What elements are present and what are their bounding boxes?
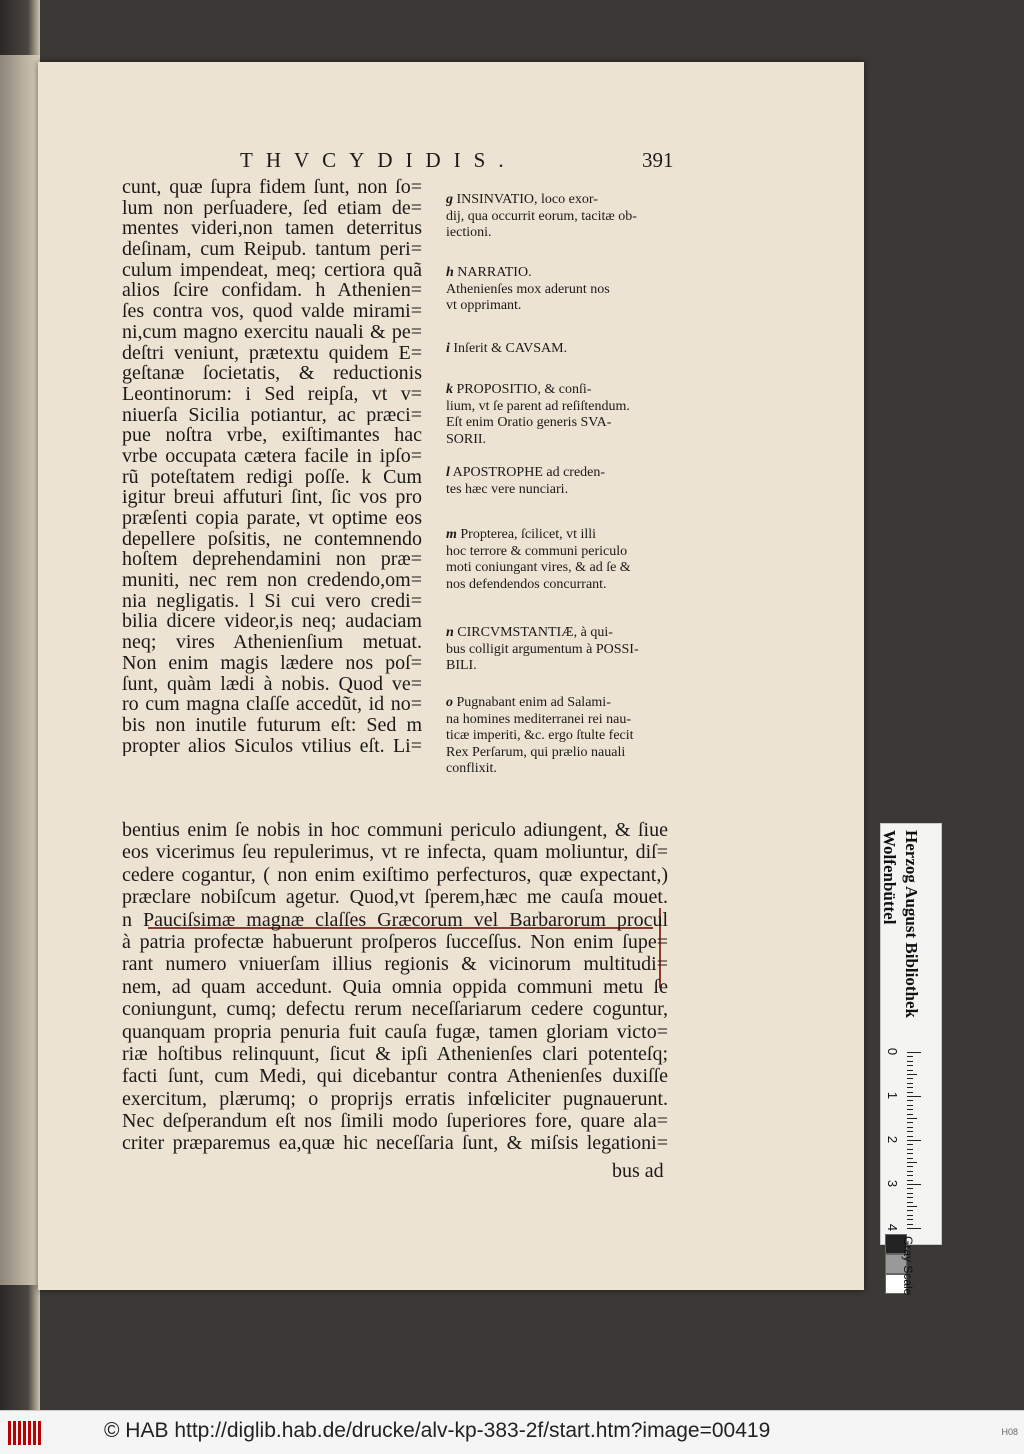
ruler-tick bbox=[907, 1105, 913, 1106]
marginal-note-line: bus colligit argumentum à POSSI- bbox=[446, 641, 639, 657]
ruler-tick bbox=[907, 1078, 913, 1079]
ruler-tick bbox=[907, 1162, 917, 1163]
full-text-line: exercitum, plærumq; o proprijs erratis infœliciter pugnauerunt. bbox=[122, 1087, 668, 1110]
marginal-note-line bbox=[446, 465, 668, 482]
ruler-tick bbox=[907, 1131, 913, 1132]
main-text-line: deſinam, cum Reipub. tantum peri= bbox=[122, 239, 422, 260]
full-text-line: bentius enim ſe nobis in hoc communi periculo adiungent, & ſiue bbox=[122, 819, 668, 841]
marginal-note-line: nos defendendos concurrant. bbox=[446, 576, 607, 592]
ruler-number: 3 bbox=[885, 1179, 901, 1188]
marginal-note-line bbox=[446, 695, 668, 712]
full-text-line: criter præparemus ea,quæ hic neceſſaria ſunt, & miſsis legationi= bbox=[122, 1132, 668, 1155]
marginal-note-line: hoc terrore & communi periculo bbox=[446, 543, 628, 559]
note-letter: n bbox=[446, 625, 454, 640]
marginal-note-line: conflixit. bbox=[446, 761, 497, 776]
ruler-tick bbox=[907, 1114, 913, 1115]
note-text: Pugnabant enim ad Salami- bbox=[456, 695, 611, 710]
ruler-tick bbox=[907, 1144, 913, 1145]
ruler-number: 0 bbox=[885, 1047, 901, 1056]
full-text-line: eos vicerimus ſeu repulerimus, vt re infecta, quam moliuntur, diſ= bbox=[122, 841, 668, 864]
note-text: CIRCVMSTANTIÆ, à qui- bbox=[457, 625, 613, 640]
marginal-note-line: tes hæc vere nunciari. bbox=[446, 481, 569, 497]
ruler-number: 4 bbox=[885, 1223, 901, 1232]
main-text-column bbox=[122, 177, 422, 756]
institution-name: Herzog August Bibliothek bbox=[902, 830, 921, 1018]
full-text-line: cedere cogantur, ( non enim exiſtimo perfecturos, quæ expectant,) bbox=[122, 863, 668, 886]
main-text-line: præſenti copia parate, vt optime eos bbox=[122, 508, 422, 529]
ruler-tick bbox=[907, 1158, 913, 1159]
ruler-tick bbox=[907, 1096, 921, 1097]
full-text-line: nem, ad quam accedunt. Quia omnia oppida communi metu ſe bbox=[122, 975, 668, 998]
hab-logo-icon bbox=[8, 1421, 46, 1445]
marginal-note-line bbox=[446, 527, 668, 544]
main-text-line: depellere poſsitis, ne contemnendo bbox=[122, 528, 422, 550]
main-text-line: bis non inutile futurum eſt: Sed m bbox=[122, 714, 422, 736]
ruler-tick bbox=[907, 1219, 913, 1220]
ruler-tick bbox=[907, 1087, 913, 1088]
full-text-line: Nec deſperandum eſt nos ſimili modo ſuperiores fore, quare ala= bbox=[122, 1110, 668, 1133]
main-text-line: vrbe occupata cætera facile in ipſo= bbox=[122, 445, 422, 467]
ruler-tick bbox=[907, 1206, 917, 1207]
ruler-tick bbox=[907, 1061, 913, 1062]
marginal-note-line bbox=[446, 265, 668, 282]
note-text: PROPOSITIO, & conſi- bbox=[456, 382, 592, 397]
ruler-tick bbox=[907, 1197, 913, 1198]
ruler-tick bbox=[907, 1175, 913, 1176]
note-letter: m bbox=[446, 527, 457, 542]
color-ruler bbox=[880, 823, 942, 1296]
marginal-note bbox=[446, 625, 668, 675]
ruler-tick bbox=[907, 1153, 913, 1154]
ruler-tick bbox=[907, 1228, 921, 1229]
full-text-line: à patria profectæ habuerunt proſperos ſucceſſus. Non enim ſupe= bbox=[122, 930, 668, 953]
ruler-tick bbox=[907, 1184, 921, 1185]
main-text-line: rũ poteſtatem redigi poſſe. k Cum bbox=[122, 466, 422, 488]
marginal-note-line: Athenienſes mox aderunt nos bbox=[446, 281, 610, 297]
note-letter: g bbox=[446, 192, 453, 207]
main-text-line: ni,cum magno exercitu nauali & pe= bbox=[122, 321, 422, 343]
main-text-line: culum impendeat, meq; certiora quã bbox=[122, 259, 422, 281]
footer-code: H08 bbox=[1001, 1427, 1018, 1437]
ruler-tick bbox=[907, 1109, 913, 1110]
ruler-tick bbox=[907, 1171, 913, 1172]
note-text: NARRATIO. bbox=[457, 265, 532, 280]
ruler-tick bbox=[907, 1100, 913, 1101]
marginal-note bbox=[446, 265, 668, 315]
full-text-line: rant numero vniuerſam illius regionis & vicinorum multitudi= bbox=[122, 953, 668, 976]
full-text-line: riæ hoſtibus relinquunt, ſicut & ipſi Athenienſes clari potenteſq; bbox=[122, 1042, 668, 1065]
note-text: INSINVATIO, loco exor- bbox=[456, 192, 598, 207]
marginal-note bbox=[446, 695, 668, 778]
ruler-tick bbox=[907, 1127, 913, 1128]
footer-bar bbox=[0, 1410, 1024, 1454]
main-text-line: bilia dicere videor,is neq; audaciam bbox=[122, 611, 422, 633]
main-text-line: pue noſtra vrbe, exiſtimantes hac bbox=[122, 425, 422, 446]
marginal-note-line: na homines mediterranei rei nau- bbox=[446, 711, 632, 727]
note-letter: k bbox=[446, 382, 453, 397]
note-letter: h bbox=[446, 265, 454, 280]
main-text-line: ro cum magna claſſe accedũt, id no= bbox=[122, 694, 422, 715]
ruler-tick bbox=[907, 1210, 913, 1211]
main-text-line: mentes videri,non tamen deterritus bbox=[122, 218, 422, 240]
ruler-tick bbox=[907, 1215, 913, 1216]
note-letter: l bbox=[446, 465, 450, 480]
main-text-line: igitur breui affuturi ſint, ſic vos pro bbox=[122, 487, 422, 508]
marginal-note bbox=[446, 465, 668, 498]
full-text-line: coniungunt, cumq; defectu rerum neceſſariarum cedere coguntur, bbox=[122, 998, 668, 1021]
ruler-tick bbox=[907, 1149, 913, 1150]
note-letter: i bbox=[446, 341, 450, 356]
ruler-tick bbox=[907, 1074, 917, 1075]
main-text-line: lum non perſuadere, ſed etiam de= bbox=[122, 197, 422, 219]
main-text-line: deſtri veniunt, prætextu quidem E= bbox=[122, 342, 422, 364]
page-number: 391 bbox=[642, 148, 674, 172]
main-text-line: Leontinorum: i Sed reipſa, vt v= bbox=[122, 383, 422, 405]
ruler-tick bbox=[907, 1193, 913, 1194]
main-text-line: niuerſa Sicilia potiantur, ac præci= bbox=[122, 404, 422, 426]
gray-scale-label: Gray Scale bbox=[901, 1236, 915, 1296]
marginal-note-line: Rex Perſarum, qui prælio nauali bbox=[446, 744, 626, 760]
institution-location: Wolfenbüttel bbox=[880, 830, 899, 925]
main-text-line: hoſtem deprehendamini non præ= bbox=[122, 549, 422, 571]
note-text: Inſerit & CAVSAM. bbox=[453, 341, 568, 356]
full-text-line: quanquam propria penuria fuit cauſa fugæ, tamen gloriam victo= bbox=[122, 1020, 668, 1043]
full-text-line: facti ſunt, cum Medi, qui dicebantur contra Athenienſes duxiſſe bbox=[122, 1065, 668, 1088]
marginal-note-line: iectioni. bbox=[446, 225, 492, 240]
ruler-tick bbox=[907, 1118, 917, 1119]
full-text-line: n Pauciſsimæ magnæ claſſes Græcorum vel Barbarorum procul bbox=[122, 908, 668, 931]
main-text-line: nia negligatis. l Si cui vero credi= bbox=[122, 590, 422, 612]
ruler-tick bbox=[907, 1136, 913, 1137]
marginal-note-line: Eſt enim Oratio generis SVA- bbox=[446, 415, 612, 430]
marginal-note-line bbox=[446, 341, 668, 358]
ruler-tick bbox=[907, 1052, 921, 1053]
ruler-tick bbox=[907, 1202, 913, 1203]
main-text-line: geſtanæ ſocietatis, & reductionis bbox=[122, 363, 422, 384]
main-text-line: muniti, nec rem non credendo,om= bbox=[122, 570, 422, 591]
ruler-tick bbox=[907, 1140, 921, 1141]
note-letter: o bbox=[446, 695, 453, 710]
main-text-line: cunt, quæ ſupra fidem ſunt, non ſo= bbox=[122, 177, 422, 198]
note-text: Propterea, ſcilicet, vt illi bbox=[460, 527, 597, 542]
marginal-note-line: SORII. bbox=[446, 431, 487, 447]
ruler-tick bbox=[907, 1083, 913, 1084]
marginal-note-line bbox=[446, 625, 668, 642]
ruler-number: 2 bbox=[885, 1135, 901, 1144]
note-text: APOSTROPHE ad creden- bbox=[452, 465, 606, 480]
ruler-tick bbox=[907, 1188, 913, 1189]
main-text-line: neq; vires Athenienſium metuat. bbox=[122, 632, 422, 653]
full-text-line: præclare nobiſcum agetur. Quod,vt ſperem,hæc me cauſa mouet. bbox=[122, 886, 668, 909]
ruler-tick bbox=[907, 1092, 913, 1093]
marginal-note-line: ticæ imperiti, &c. ergo ſtulte fecit bbox=[446, 728, 634, 743]
ruler-tick bbox=[907, 1065, 913, 1066]
marginal-note-line bbox=[446, 382, 668, 399]
marginal-note-line: vt opprimant. bbox=[446, 298, 522, 313]
marginal-note-line: lium, vt ſe parent ad reſiſtendum. bbox=[446, 398, 630, 414]
ruler-tick bbox=[907, 1180, 913, 1181]
marginal-note-line: moti coniungant vires, & ad ſe & bbox=[446, 560, 631, 575]
ruler-scale bbox=[885, 1047, 921, 1232]
main-text-line: ſunt, quàm lædi à nobis. Quod ve= bbox=[122, 673, 422, 695]
catchword: bus ad bbox=[612, 1160, 664, 1182]
marginal-note bbox=[446, 192, 668, 242]
main-text-line: alios ſcire confidam. h Athenien= bbox=[122, 280, 422, 302]
ruler-tick bbox=[907, 1122, 913, 1123]
ruler-tick bbox=[907, 1166, 913, 1167]
running-head: THVCYDIDIS. bbox=[240, 148, 517, 172]
marginal-note-line: BILI. bbox=[446, 658, 477, 673]
marginal-note bbox=[446, 382, 668, 448]
ruler-tick bbox=[907, 1070, 913, 1071]
marginal-note-line: dij, qua occurrit eorum, tacitæ ob- bbox=[446, 208, 637, 224]
previous-page-edge bbox=[0, 55, 40, 1285]
full-width-text bbox=[122, 819, 668, 1155]
ruler-tick bbox=[907, 1224, 913, 1225]
marginal-note bbox=[446, 527, 668, 593]
marginal-note-line bbox=[446, 192, 668, 209]
ruler-tick bbox=[907, 1056, 913, 1057]
marginal-note bbox=[446, 341, 668, 358]
footer-url-link[interactable]: © HAB http://diglib.hab.de/drucke/alv-kp-383-2f/start.htm?image=00419 bbox=[104, 1419, 771, 1442]
ruler-number: 1 bbox=[885, 1091, 901, 1100]
main-text-line: Non enim magis lædere nos poſ= bbox=[122, 652, 422, 674]
main-text-line: propter alios Siculos vtilius eſt. Li= bbox=[122, 735, 422, 757]
main-text-line: ſes contra vos, quod valde mirami= bbox=[122, 301, 422, 322]
